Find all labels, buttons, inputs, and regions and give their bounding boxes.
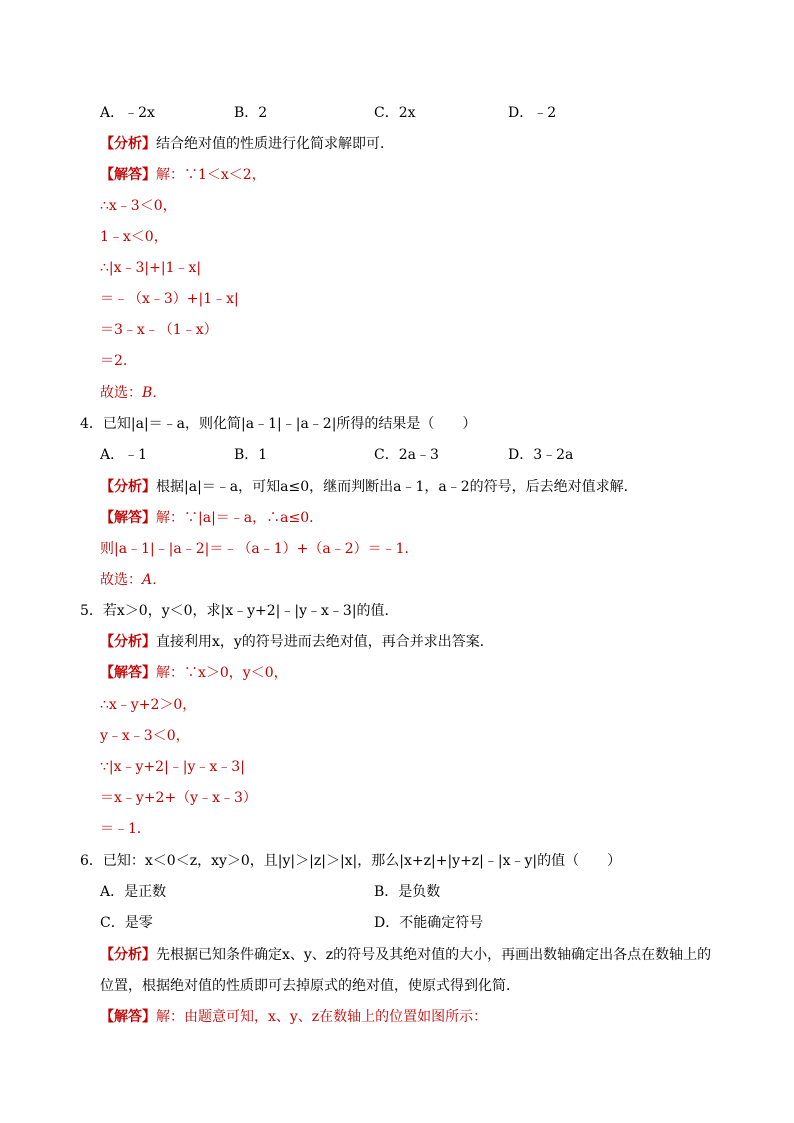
analysis-text: 结合绝对值的性质进行化简求解即可． xyxy=(156,136,394,152)
q3-step: 1﹣x＜0， xyxy=(100,229,168,245)
q4-step: 则|a﹣1|﹣|a﹣2|＝﹣（a﹣1）+（a﹣2）＝﹣1． xyxy=(100,541,419,557)
analysis-tag: 【分析】 xyxy=(100,634,156,650)
q4-title: 4．已知|a|＝﹣a，则化简|a﹣1|﹣|a﹣2|所得的结果是（ ） xyxy=(80,416,477,432)
q3-option-d: D．﹣2 xyxy=(508,105,557,121)
q5-step: y﹣x﹣3＜0， xyxy=(100,728,190,744)
q3-choice xyxy=(100,384,166,402)
q3-step: ＝2． xyxy=(100,353,137,369)
q6-analysis-cont: 位置，根据绝对值的性质即可去掉原式的绝对值，使原式得到化简． xyxy=(100,978,520,994)
q3-option-b: B．2 xyxy=(234,105,268,121)
q5-step: ＝x﹣y+2+（y﹣x﹣3） xyxy=(100,790,257,806)
q6-title: 6．已知：x＜0＜z，xy＞0，且|y|＞|z|＞|x|，那么|x+z|+|y+z|﹣|x﹣y|的值（ ） xyxy=(80,853,622,869)
analysis-tag: 【分析】 xyxy=(100,479,156,495)
choice-prefix: 故选： xyxy=(100,385,142,401)
q5-title: 5．若x＞0，y＜0，求|x﹣y+2|﹣|y﹣x﹣3|的值． xyxy=(80,603,399,619)
q4-option-a: A．﹣1 xyxy=(100,447,148,463)
q3-answer xyxy=(100,166,266,184)
q6-option-b: B．是负数 xyxy=(374,884,441,900)
answer-text: 解：由题意可知，x、y、z在数轴上的位置如图所示： xyxy=(156,1009,488,1025)
answer-text: 解：∵1＜x＜2， xyxy=(156,167,266,183)
q3-option-a: A．﹣2x xyxy=(100,105,155,121)
q4-choice xyxy=(100,571,166,589)
q5-step: ＝﹣1． xyxy=(100,821,151,837)
q3-option-c: C．2x xyxy=(374,105,416,121)
q6-option-a: A．是正数 xyxy=(100,884,167,900)
q3-step: ＝﹣（x﹣3）+|1﹣x| xyxy=(100,291,239,307)
q5-answer xyxy=(100,664,288,682)
q6-analysis xyxy=(100,946,711,964)
analysis-tag: 【分析】 xyxy=(100,947,156,963)
answer-text: 解：∵|a|＝﹣a，∴a≤0． xyxy=(156,510,324,526)
q4-option-d: D．3﹣2a xyxy=(508,447,574,463)
answer-tag: 【解答】 xyxy=(100,1009,156,1025)
analysis-text: 根据|a|＝﹣a，可知a≤0，继而判断出a﹣1，a﹣2的符号，后去绝对值求解． xyxy=(156,479,638,495)
q5-step: ∴x﹣y+2＞0， xyxy=(100,697,197,713)
q3-analysis xyxy=(100,135,394,153)
analysis-text: 直接利用x，y的符号进而去绝对值，再合并求出答案． xyxy=(156,634,494,650)
choice-letter: A． xyxy=(142,572,167,588)
q6-option-d: D．不能确定符号 xyxy=(374,915,484,931)
choice-prefix: 故选： xyxy=(100,572,142,588)
answer-tag: 【解答】 xyxy=(100,167,156,183)
q4-option-c: C．2a﹣3 xyxy=(374,447,439,463)
q6-answer xyxy=(100,1008,487,1026)
q5-analysis xyxy=(100,633,494,651)
q3-step: ∴x﹣3＜0， xyxy=(100,198,177,214)
q4-analysis xyxy=(100,478,638,496)
choice-letter: B． xyxy=(142,385,167,401)
answer-tag: 【解答】 xyxy=(100,665,156,681)
answer-tag: 【解答】 xyxy=(100,510,156,526)
q3-step: ∴|x﹣3|+|1﹣x| xyxy=(100,260,202,276)
q5-step: ∵|x﹣y+2|﹣|y﹣x﹣3| xyxy=(100,759,245,775)
q4-option-b: B．1 xyxy=(234,447,268,463)
answer-text: 解：∵x＞0，y＜0， xyxy=(156,665,288,681)
analysis-tag: 【分析】 xyxy=(100,136,156,152)
q4-answer xyxy=(100,509,323,527)
q6-option-c: C．是零 xyxy=(100,915,153,931)
analysis-text: 先根据已知条件确定x、y、z的符号及其绝对值的大小，再画出数轴确定出各点在数轴上的 xyxy=(156,947,712,963)
q3-step: ＝3﹣x﹣（1﹣x） xyxy=(100,322,218,338)
